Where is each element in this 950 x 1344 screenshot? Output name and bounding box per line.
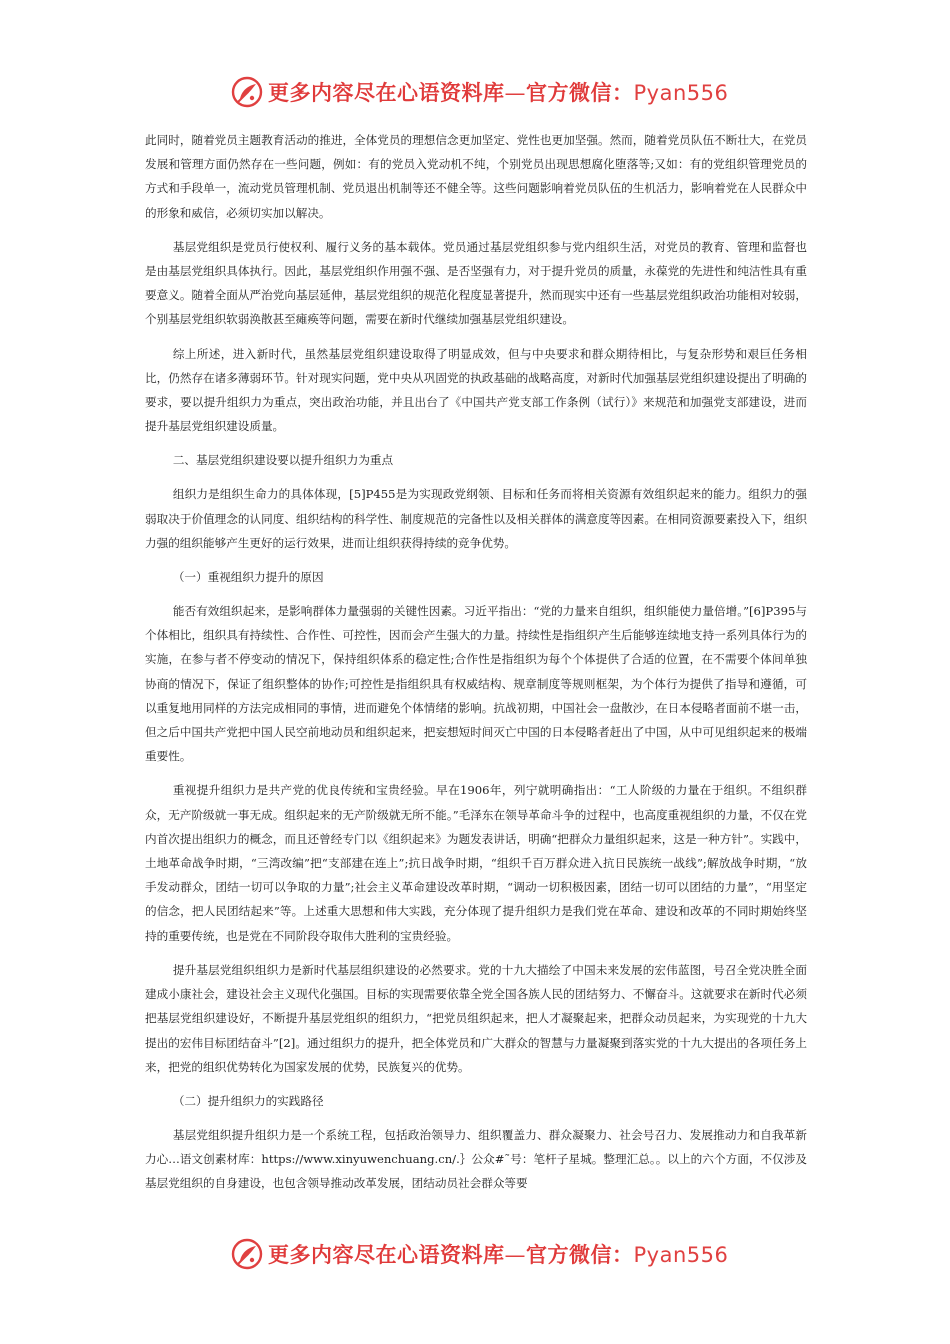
subsection-heading-1: （一）重视组织力提升的原因 — [172, 570, 324, 585]
subsection-heading-2: （二）提升组织力的实践路径 — [172, 1093, 324, 1108]
watermark-text: 更多内容尽在心语资料库—官方微信：Pyan556 — [268, 81, 729, 105]
watermark-logo-icon — [230, 75, 264, 109]
watermark-content — [230, 1234, 728, 1274]
watermark-banner-top — [0, 72, 950, 112]
paragraph-8: 基层党组织提升组织力是一个系统工程，包括政治领导力、组织覆盖力、群众凝聚力、社会号召力、发展推动力和自我革新力心…语文创素材库：https://www.xinyuwenchuang.cn/.｝公众#˜号：笔杆子星城。整理汇总。。以上的六个方面，不仅涉及基层党组织的自身建设，也包含领导推动改革发展，团结动员社会群众等要 — [145, 1127, 807, 1191]
watermark-logo-icon — [230, 1237, 264, 1271]
paragraph-5: 能否有效组织起来，是影响群体力量强弱的关键性因素。习近平指出：“党的力量来自组织，组织能使力量倍增。”[6]P395与个体相比，组织具有持续性、合作性、可控性，因而会产生强大的力量。持续性是指组织产生后能够连续地支持一系列具体行为的实施，在参与者不停变动的情况下，保持组织体系的稳定性;合作性是指组织为每个个体提供了合适的位置，在不需要个体间单独协商的情况下，保证了组织整体的协作;可控性是指组织具有权威结构、规章制度等规则框架，为个体行为提供了指导和遵循，可以重复地用同样的方法完成相同的事情，进而避免个体情绪的影响。抗战初期，中国社会一盘散沙，在日本侵略者面前不堪一击，但之后中国共产党把中国人民空前地动员和组织起来，把妄想短时间灭亡中国的日本侵略者赶出了中国，从中可见组织起来的极端重要性。 — [145, 604, 807, 764]
watermark-text: 更多内容尽在心语资料库—官方微信：Pyan556 — [268, 1243, 729, 1267]
paragraph-1: 此同时，随着党员主题教育活动的推进，全体党员的理想信念更加坚定、党性也更加坚强。然而，随着党员队伍不断壮大，在党员发展和管理方面仍然存在一些问题，例如：有的党员入党动机不纯，个别党员出现思想腐化堕落等;又如：有的党组织管理党员的方式和手段单一，流动党员管理机制、党员退出机制等还不健全等。这些问题影响着党员队伍的生机活力，影响着党在人民群众中的形象和威信，必须切实加以解决。 — [145, 133, 807, 220]
paragraph-7: 提升基层党组织组织力是新时代基层组织建设的必然要求。党的十九大描绘了中国未来发展的宏伟蓝图，号召全党决胜全面建成小康社会，建设社会主义现代化强国。目标的实现需要依靠全党全国各族人民的团结努力、不懈奋斗。这就要求在新时代必须把基层党组织建设好，不断提升基层党组织的组织力，“把党员组织起来，把人才凝聚起来，把群众动员起来，为实现党的十九大提出的宏伟目标团结奋斗”[2]。通过组织力的提升，把全体党员和广大群众的智慧与力量凝聚到落实党的十九大提出的各项任务上来，把党的组织优势转化为国家发展的优势，民族复兴的优势。 — [145, 962, 807, 1074]
document-body — [145, 128, 807, 1196]
watermark-banner-bottom — [0, 1234, 950, 1274]
watermark-content — [230, 72, 728, 112]
section-heading-2: 二、基层党组织建设要以提升组织力为重点 — [172, 453, 394, 468]
paragraph-4: 组织力是组织生命力的具体体现，[5]P455是为实现政党纲领、目标和任务而将相关资源有效组织起来的能力。组织力的强弱取决于价值理念的认同度、组织结构的科学性、制度规范的完备性以及相关群体的满意度等因素。在相同资源要素投入下，组织力强的组织能够产生更好的运行效果，进而让组织获得持续的竞争优势。 — [145, 487, 807, 550]
paragraph-2: 基层党组织是党员行使权利、履行义务的基本载体。党员通过基层党组织参与党内组织生活，对党员的教育、管理和监督也是由基层党组织具体执行。因此，基层党组织作用强不强、是否坚强有力，对于提升党员的质量，永葆党的先进性和纯洁性具有重要意义。随着全面从严治党向基层延伸，基层党组织的规范化程度显著提升，然而现实中还有一些基层党组织政治功能相对较弱，个别基层党组织软弱涣散甚至瘫痪等问题，需要在新时代继续加强基层党组织建设。 — [145, 239, 807, 327]
paragraph-3: 综上所述，进入新时代，虽然基层党组织建设取得了明显成效，但与中央要求和群众期待相比，与复杂形势和艰巨任务相比，仍然存在诸多薄弱环节。针对现实问题，党中央从巩固党的执政基础的战略高度，对新时代加强基层党组织建设提出了明确的要求，要以提升组织力为重点，突出政治功能，并且出台了《中国共产党支部工作条例（试行）》来规范和加强党支部建设，进而提升基层党组织建设质量。 — [145, 346, 807, 434]
paragraph-6: 重视提升组织力是共产党的优良传统和宝贵经验。早在1906年，列宁就明确指出：“工人阶级的力量在于组织。不组织群众，无产阶级就一事无成。组织起来的无产阶级就无所不能。”毛泽东在领导革命斗争的过程中，也高度重视组织的力量，不仅在党内首次提出组织力的概念，而且还曾经专门以《组织起来》为题发表讲话，明确“把群众力量组织起来，这是一种方针”。实践中，土地革命战争时期，“三湾改编”把“支部建在连上”;抗日战争时期，“组织千百万群众进入抗日民族统一战线”;解放战争时期，“放手发动群众，团结一切可以争取的力量”;社会主义革命建设改革时期，“调动一切积极因素，团结一切可以团结的力量”，“用坚定的信念，把人民团结起来”等。上述重大思想和伟大实践，充分体现了提升组织力是我们党在革命、建设和改革的不同时期始终坚持的重要传统，也是党在不同阶段夺取伟大胜利的宝贵经验。 — [145, 783, 807, 943]
